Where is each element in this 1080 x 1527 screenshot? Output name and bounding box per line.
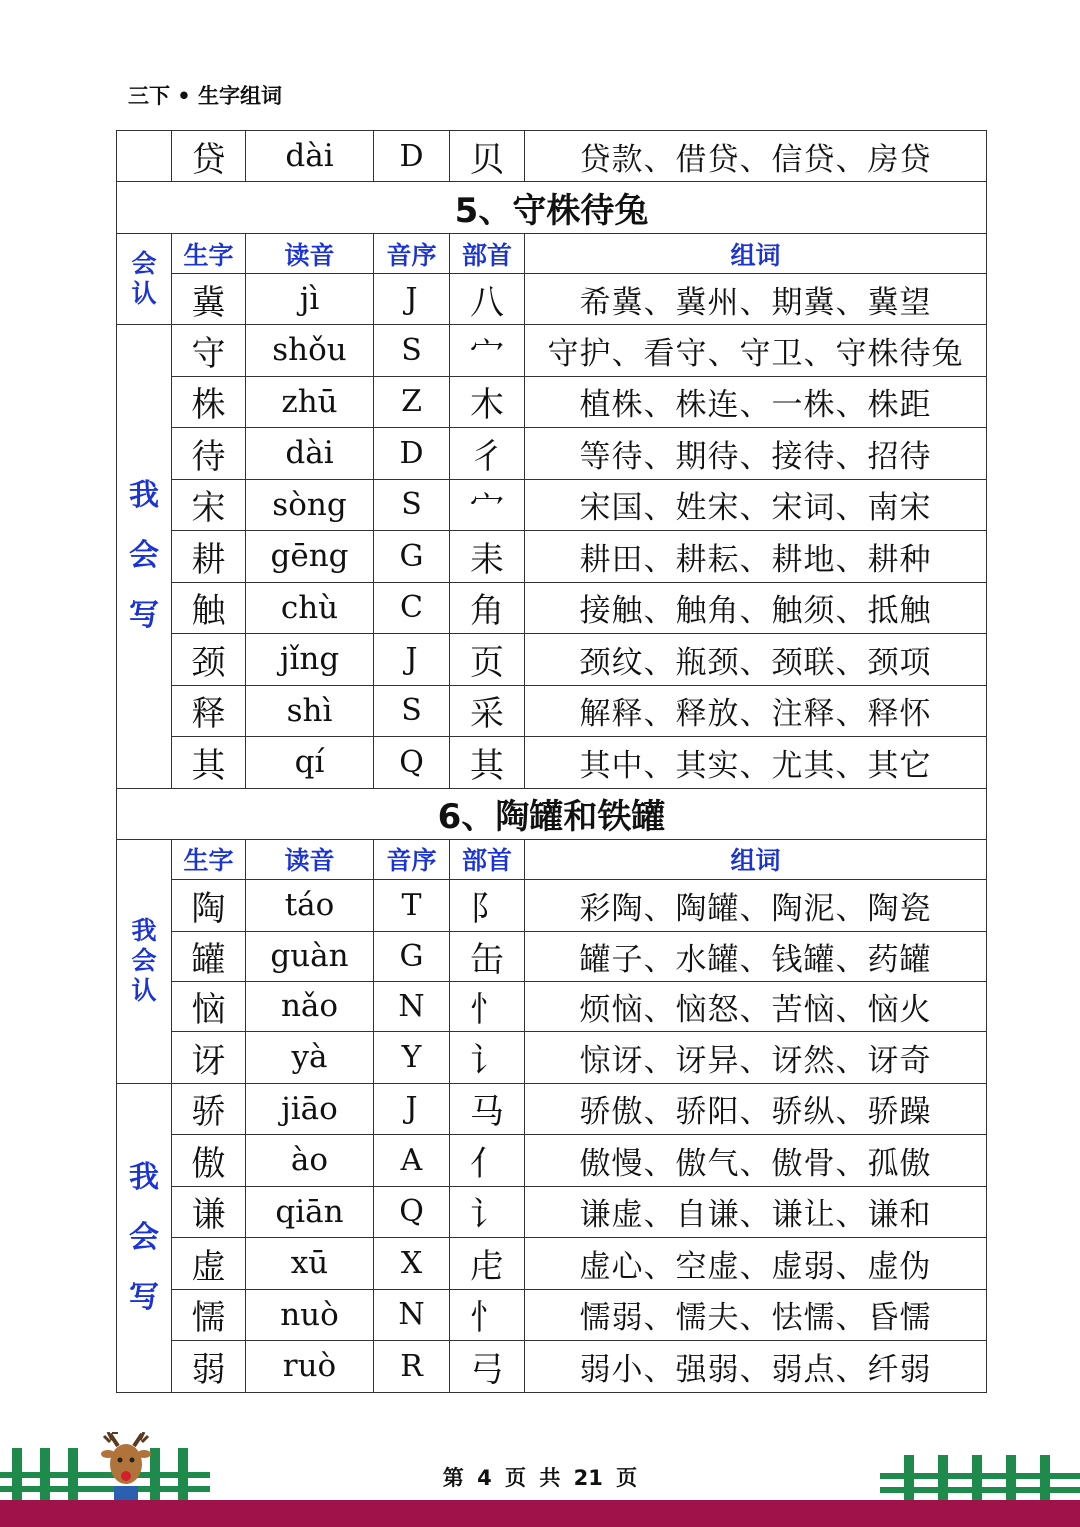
order-cell: Y [374, 1031, 450, 1083]
group-label-char: 会 [129, 538, 159, 574]
words-cell: 植株、株连、一株、株距 [525, 376, 987, 428]
pinyin-cell: ào [246, 1135, 374, 1187]
table-row [117, 274, 987, 325]
words-cell: 惊讶、讶异、讶然、讶奇 [525, 1031, 987, 1083]
table-row [117, 931, 987, 981]
pinyin-cell: yà [246, 1031, 374, 1083]
column-header-char: 生字 [172, 839, 246, 879]
fence-left-icon [0, 1432, 210, 1502]
group-label-char: 我 [129, 478, 159, 514]
column-header-pinyin: 读音 [246, 839, 374, 879]
radical-cell: 彳 [450, 428, 525, 480]
group-label [117, 839, 172, 1083]
group-label-char: 我 [129, 1159, 159, 1195]
order-cell: N [374, 981, 450, 1031]
order-cell: S [374, 479, 450, 531]
table-row [117, 1186, 987, 1238]
words-cell: 耕田、耕耘、耕地、耕种 [525, 531, 987, 583]
group-label-char: 我 [131, 916, 157, 945]
column-header-radical: 部首 [450, 839, 525, 879]
table-row [117, 531, 987, 583]
table-row [117, 1031, 987, 1083]
radical-cell: 耒 [450, 531, 525, 583]
column-header-words: 组词 [525, 839, 987, 879]
pinyin-cell: gēng [246, 531, 374, 583]
lesson-title: 5、守株待兔 [117, 182, 987, 234]
order-cell: D [374, 131, 450, 182]
order-cell: X [374, 1238, 450, 1290]
radical-cell: 忄 [450, 1289, 525, 1341]
table-row [117, 1341, 987, 1393]
column-header-pinyin: 读音 [246, 234, 374, 274]
order-cell: A [374, 1135, 450, 1187]
order-cell: C [374, 582, 450, 634]
char-cell: 贷 [172, 131, 246, 182]
pinyin-cell: dài [246, 428, 374, 480]
words-cell: 谦虚、自谦、谦让、谦和 [525, 1186, 987, 1238]
char-cell: 耕 [172, 531, 246, 583]
order-cell: S [374, 685, 450, 737]
pinyin-cell: shì [246, 685, 374, 737]
table-row [117, 582, 987, 634]
pinyin-cell: sòng [246, 479, 374, 531]
char-cell: 弱 [172, 1341, 246, 1393]
words-cell: 烦恼、恼怒、苦恼、恼火 [525, 981, 987, 1031]
radical-cell: 宀 [450, 479, 525, 531]
table-row [117, 1238, 987, 1290]
radical-cell: 页 [450, 634, 525, 686]
table-row [117, 685, 987, 737]
radical-cell: 马 [450, 1083, 525, 1135]
radical-cell: 虍 [450, 1238, 525, 1290]
words-cell: 守护、看守、守卫、守株待兔 [525, 325, 987, 377]
vocab-table [116, 130, 987, 1393]
radical-cell: 忄 [450, 981, 525, 1031]
bottom-bar [0, 1500, 1080, 1527]
table-row [117, 1289, 987, 1341]
pinyin-cell: táo [246, 879, 374, 931]
char-cell: 触 [172, 582, 246, 634]
group-label-char: 写 [129, 1279, 159, 1315]
radical-cell: 采 [450, 685, 525, 737]
words-cell: 罐子、水罐、钱罐、药罐 [525, 931, 987, 981]
column-header-words: 组词 [525, 234, 987, 274]
table-row [117, 1135, 987, 1187]
column-header-row [117, 234, 987, 274]
char-cell: 懦 [172, 1289, 246, 1341]
radical-cell: 亻 [450, 1135, 525, 1187]
group-label-char: 会 [129, 1219, 159, 1255]
char-cell: 傲 [172, 1135, 246, 1187]
pinyin-cell: qí [246, 737, 374, 789]
pinyin-cell: qiān [246, 1186, 374, 1238]
group-label [117, 325, 172, 789]
words-cell: 其中、其实、尤其、其它 [525, 737, 987, 789]
char-cell: 释 [172, 685, 246, 737]
group-label-char: 认 [131, 976, 157, 1005]
radical-cell: 贝 [450, 131, 525, 182]
char-cell: 骄 [172, 1083, 246, 1135]
pinyin-cell: chù [246, 582, 374, 634]
words-cell: 虚心、空虚、虚弱、虚伪 [525, 1238, 987, 1290]
pinyin-cell: jǐng [246, 634, 374, 686]
words-cell: 骄傲、骄阳、骄纵、骄躁 [525, 1083, 987, 1135]
pinyin-cell: dài [246, 131, 374, 182]
words-cell: 接触、触角、触须、抵触 [525, 582, 987, 634]
table-row [117, 737, 987, 789]
words-cell: 等待、期待、接待、招待 [525, 428, 987, 480]
fence-right-icon [880, 1455, 1080, 1502]
group-label-char: 会 [131, 249, 157, 278]
char-cell: 其 [172, 737, 246, 789]
char-cell: 陶 [172, 879, 246, 931]
table-row [117, 131, 987, 182]
group-label-char: 认 [131, 279, 157, 308]
column-header-radical: 部首 [450, 234, 525, 274]
words-cell: 宋国、姓宋、宋词、南宋 [525, 479, 987, 531]
pinyin-cell: xū [246, 1238, 374, 1290]
lesson-title: 6、陶罐和铁罐 [117, 788, 987, 839]
char-cell: 谦 [172, 1186, 246, 1238]
table-row [117, 479, 987, 531]
radical-cell: 其 [450, 737, 525, 789]
table-row [117, 428, 987, 480]
column-header-row [117, 839, 987, 879]
words-cell: 傲慢、傲气、傲骨、孤傲 [525, 1135, 987, 1187]
words-cell: 颈纹、瓶颈、颈联、颈项 [525, 634, 987, 686]
table-row [117, 325, 987, 377]
order-cell: R [374, 1341, 450, 1393]
order-cell: J [374, 634, 450, 686]
pinyin-cell: zhū [246, 376, 374, 428]
radical-cell: 讠 [450, 1186, 525, 1238]
radical-cell: 阝 [450, 879, 525, 931]
table-row [117, 981, 987, 1031]
column-header-char: 生字 [172, 234, 246, 274]
radical-cell: 弓 [450, 1341, 525, 1393]
order-cell: Z [374, 376, 450, 428]
group-label [117, 1083, 172, 1392]
words-cell: 彩陶、陶罐、陶泥、陶瓷 [525, 879, 987, 931]
char-cell: 冀 [172, 274, 246, 325]
char-cell: 罐 [172, 931, 246, 981]
radical-cell: 角 [450, 582, 525, 634]
char-cell: 颈 [172, 634, 246, 686]
words-cell: 懦弱、懦夫、怯懦、昏懦 [525, 1289, 987, 1341]
order-cell: G [374, 531, 450, 583]
table-row [117, 879, 987, 931]
pinyin-cell: ruò [246, 1341, 374, 1393]
words-cell: 弱小、强弱、弱点、纤弱 [525, 1341, 987, 1393]
page-number: 第 4 页 共 21 页 [442, 1466, 638, 1490]
empty-group-cell [117, 131, 172, 182]
char-cell: 讶 [172, 1031, 246, 1083]
radical-cell: 宀 [450, 325, 525, 377]
page-header: 三下 • 生字组词 [128, 84, 283, 108]
column-header-order: 音序 [374, 234, 450, 274]
order-cell: T [374, 879, 450, 931]
pinyin-cell: nǎo [246, 981, 374, 1031]
char-cell: 待 [172, 428, 246, 480]
char-cell: 宋 [172, 479, 246, 531]
table-row [117, 1083, 987, 1135]
radical-cell: 讠 [450, 1031, 525, 1083]
pinyin-cell: guàn [246, 931, 374, 981]
order-cell: J [374, 1083, 450, 1135]
pinyin-cell: nuò [246, 1289, 374, 1341]
order-cell: S [374, 325, 450, 377]
group-label-char: 写 [129, 598, 159, 634]
group-label-char: 会 [131, 946, 157, 975]
char-cell: 恼 [172, 981, 246, 1031]
words-cell: 希冀、冀州、期冀、冀望 [525, 274, 987, 325]
order-cell: G [374, 931, 450, 981]
table-row [117, 376, 987, 428]
words-cell: 贷款、借贷、信贷、房贷 [525, 131, 987, 182]
group-label [117, 234, 172, 325]
radical-cell: 木 [450, 376, 525, 428]
order-cell: Q [374, 1186, 450, 1238]
order-cell: J [374, 274, 450, 325]
words-cell: 解释、释放、注释、释怀 [525, 685, 987, 737]
column-header-order: 音序 [374, 839, 450, 879]
order-cell: D [374, 428, 450, 480]
table-row [117, 634, 987, 686]
radical-cell: 八 [450, 274, 525, 325]
pinyin-cell: jì [246, 274, 374, 325]
pinyin-cell: shǒu [246, 325, 374, 377]
char-cell: 守 [172, 325, 246, 377]
order-cell: N [374, 1289, 450, 1341]
radical-cell: 缶 [450, 931, 525, 981]
order-cell: Q [374, 737, 450, 789]
pinyin-cell: jiāo [246, 1083, 374, 1135]
char-cell: 虚 [172, 1238, 246, 1290]
char-cell: 株 [172, 376, 246, 428]
